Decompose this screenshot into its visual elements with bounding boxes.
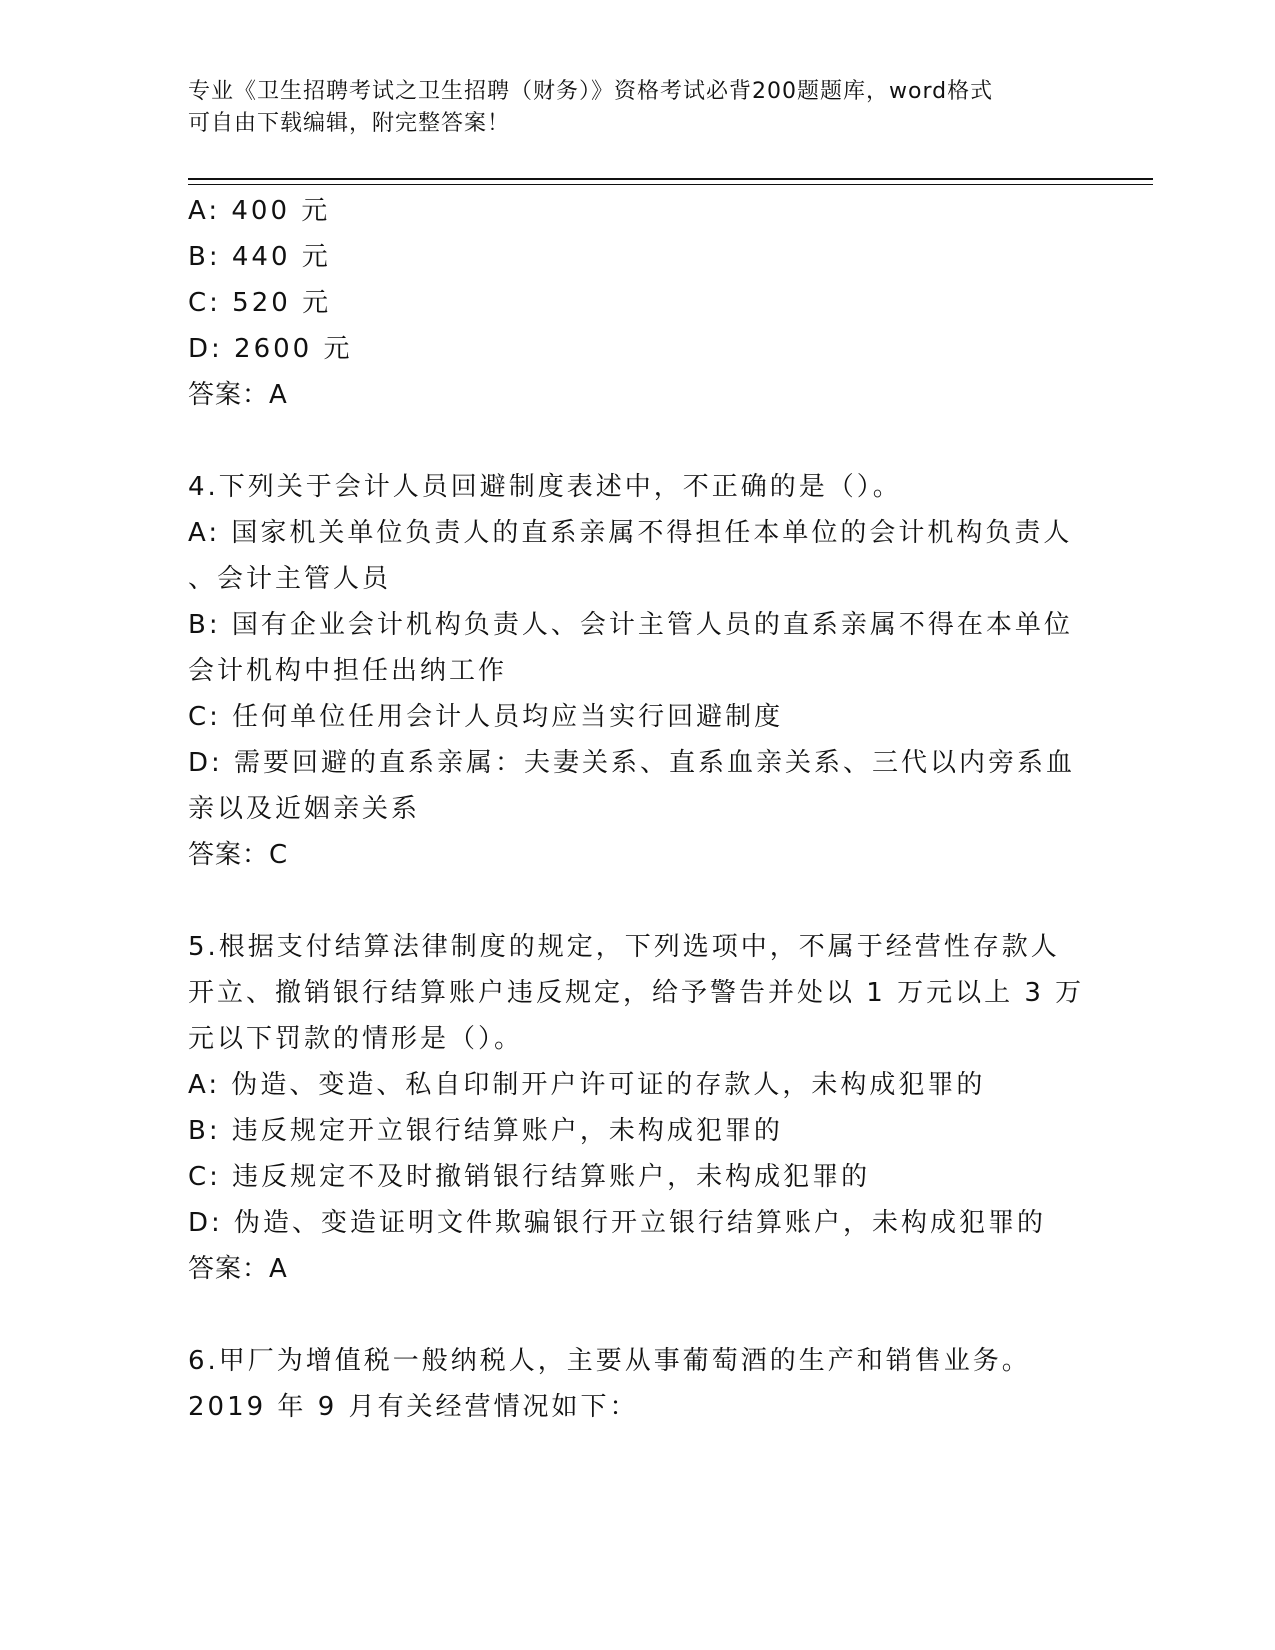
q4-option-d-line-2: 亲以及近姻亲关系 bbox=[188, 794, 421, 824]
q3-option-d: D: 2600 元 bbox=[188, 334, 353, 364]
q5-stem-line-2: 开立、撤销银行结算账户违反规定，给予警告并处以 1 万元以上 3 万 bbox=[188, 978, 1085, 1008]
q4-option-a-line-2: 、会计主管人员 bbox=[188, 564, 392, 594]
q4-option-c: C: 任何单位任用会计人员均应当实行回避制度 bbox=[188, 702, 784, 732]
q4-option-b-line-2: 会计机构中担任出纳工作 bbox=[188, 656, 508, 686]
q3-option-a: A: 400 元 bbox=[188, 196, 331, 226]
q3-option-c: C: 520 元 bbox=[188, 288, 332, 318]
q5-answer: 答案：A bbox=[188, 1254, 288, 1284]
q5-option-d: D: 伪造、变造证明文件欺骗银行开立银行结算账户，未构成犯罪的 bbox=[188, 1208, 1047, 1238]
question-5-block bbox=[188, 924, 1088, 1292]
q4-option-b-line-1: B: 国有企业会计机构负责人、会计主管人员的直系亲属不得在本单位 bbox=[188, 610, 1073, 640]
q6-stem-line-1: 6.甲厂为增值税一般纳税人，主要从事葡萄酒的生产和销售业务。 bbox=[188, 1346, 1031, 1376]
q3-option-b: B: 440 元 bbox=[188, 242, 331, 272]
header-divider-thin bbox=[188, 184, 1153, 185]
q3-answer: 答案：A bbox=[188, 380, 288, 410]
q5-option-c: C: 违反规定不及时撤销银行结算账户，未构成犯罪的 bbox=[188, 1162, 871, 1192]
question-3-block bbox=[188, 188, 1088, 418]
document-header bbox=[188, 76, 1068, 140]
q6-stem-line-2: 2019 年 9 月有关经营情况如下： bbox=[188, 1392, 639, 1422]
q4-stem: 4.下列关于会计人员回避制度表述中，不正确的是（）。 bbox=[188, 472, 902, 502]
q5-option-a: A: 伪造、变造、私自印制开户许可证的存款人，未构成犯罪的 bbox=[188, 1070, 986, 1100]
q4-option-d-line-1: D: 需要回避的直系亲属：夫妻关系、直系血亲关系、三代以内旁系血 bbox=[188, 748, 1076, 778]
q4-answer: 答案：C bbox=[188, 840, 289, 870]
header-title-line-2: 可自由下载编辑，附完整答案！ bbox=[188, 111, 511, 136]
question-4-block bbox=[188, 464, 1088, 878]
header-divider-thick bbox=[188, 178, 1153, 180]
document-body bbox=[188, 188, 1088, 1430]
q5-stem-line-1: 5.根据支付结算法律制度的规定，下列选项中，不属于经营性存款人 bbox=[188, 932, 1060, 962]
header-title-line-1: 专业《卫生招聘考试之卫生招聘（财务）》资格考试必背200题题库，word格式 bbox=[188, 79, 994, 104]
q5-option-b: B: 违反规定开立银行结算账户，未构成犯罪的 bbox=[188, 1116, 783, 1146]
q4-option-a-line-1: A: 国家机关单位负责人的直系亲属不得担任本单位的会计机构负责人 bbox=[188, 518, 1073, 548]
q5-stem-line-3: 元以下罚款的情形是（）。 bbox=[188, 1024, 524, 1054]
question-6-block bbox=[188, 1338, 1088, 1430]
